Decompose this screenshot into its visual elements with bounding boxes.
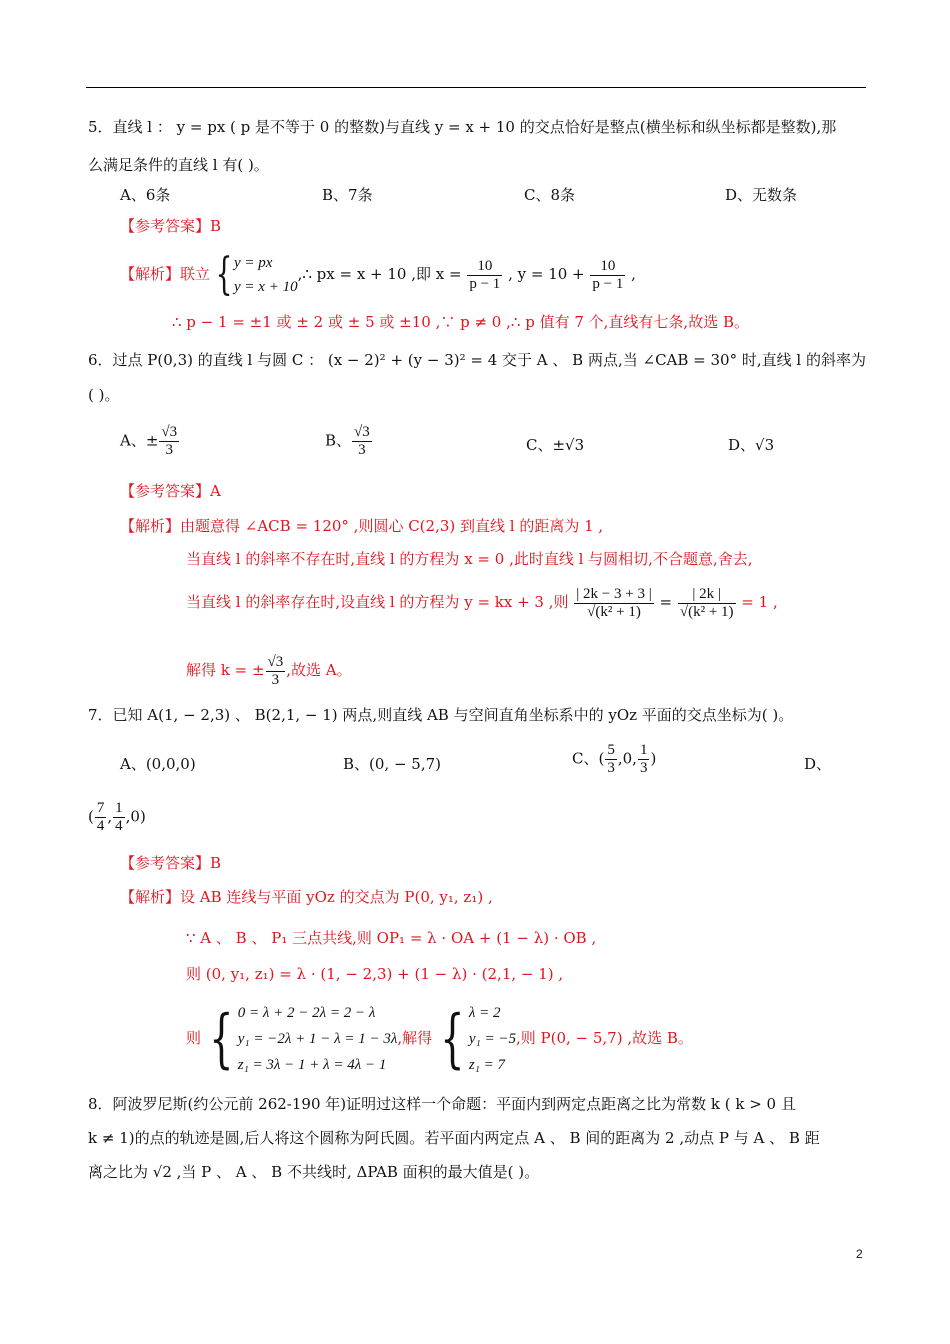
- q5-analysis-label: 【解析】联立: [120, 265, 211, 283]
- q5-system: y = px y = x + 10: [234, 255, 298, 295]
- q5-option-a: A、6条: [120, 186, 171, 204]
- q7-option-a: A、(0,0,0): [120, 755, 196, 773]
- q6-analysis-line4: 解得 k = ± $\frac{√3}{3}$ ,故选 A。: [186, 653, 352, 688]
- q8-stem-line1: 8．阿波罗尼斯(约公元前 262-190 年)证明过这样一个命题：平面内到两定点距离之比为常数 k ( k > 0 且: [88, 1095, 796, 1113]
- q7-system-1: 0 = λ + 2 − 2λ = 2 − λ y₁ = −2λ + 1 − λ = 1 − 3λ z₁ = 3λ − 1 + λ = 4λ − 1: [237, 1005, 398, 1073]
- q7-option-d: D、: [804, 755, 832, 773]
- q5-analysis-end: ,: [626, 265, 636, 283]
- q6-option-a: A、± $\frac{√3}{3}$: [120, 424, 178, 458]
- q5-analysis-mid: , y = 10 +: [503, 265, 590, 283]
- q8-stem-line3: 离之比为 √2 ,当 P 、 A 、 B 不共线时, ΔPAB 面积的最大值是( )。: [88, 1163, 540, 1181]
- q7-option-b: B、(0, − 5,7): [343, 755, 441, 773]
- q5-stem-line2: 么满足条件的直线 l 有( )。: [88, 156, 269, 174]
- q7-answer: 【参考答案】B: [120, 854, 222, 872]
- q8-stem-line2: k ≠ 1)的点的轨迹是圆,后人将这个圆称为阿氏圆。若平面内两定点 A 、 B 间的距离为 2 ,动点 P 与 A 、 B 距: [88, 1129, 820, 1147]
- q6-analysis-line2: 当直线 l 的斜率不存在时,直线 l 的方程为 x = 0 ,此时直线 l 与圆相切,不合题意,舍去,: [186, 550, 753, 568]
- q7-analysis-line4: 则 { 0 = λ + 2 − 2λ = 2 − λ y₁ = −2λ + 1 − λ = 1 − 3λ z₁ = 3λ − 1 + λ = 4λ − 1 ,解得 { λ = 2 y₁ = −5 z₁ = 7 ,则 P(0, − 5,7) ,故选 B。: [186, 1002, 693, 1076]
- q6-analysis-line1: 【解析】由题意得 ∠ACB = 120° ,则圆心 C(2,3) 到直线 l 的距离为 1 ,: [120, 517, 604, 535]
- q5-option-b: B、7条: [322, 186, 373, 204]
- q5-analysis-line1: [120, 248, 636, 300]
- q7-option-c: C、( $\frac{5}{3}$ ,0, $\frac{1}{3}$ ): [572, 742, 657, 776]
- q6-analysis-line3: 当直线 l 的斜率存在时,设直线 l 的方程为 y = kx + 3 ,则 $\frac{| 2k - 3 + 3 |}{\text{√(k² + 1)}}$ = $\frac{| 2k |}{\text{√(k² + 1)}}$ = 1 ,: [186, 585, 778, 620]
- q5-frac-x: $\frac{10}{p - 1}$: [469, 257, 501, 292]
- header-rule: [86, 87, 866, 88]
- system-brace: {: [215, 249, 233, 300]
- q5-analysis-line2: ∴ p − 1 = ±1 或 ± 2 或 ± 5 或 ±10 ,∵ p ≠ 0 ,∴ p 值有 7 个,直线有七条,故选 B。: [172, 313, 749, 331]
- q5-analysis-text: ,∴ px = x + 10 ,即 x =: [297, 265, 467, 283]
- q6-stem-line2: ( )。: [88, 386, 120, 404]
- q6-option-b: B、 $\frac{√3}{3}$: [325, 424, 370, 458]
- q5-answer: 【参考答案】B: [120, 217, 222, 235]
- q6-option-c: C、±√3: [526, 436, 585, 454]
- q7-stem: 7．已知 A(1, − 2,3) 、 B(2,1, − 1) 两点,则直线 AB 与空间直角坐标系中的 yOz 平面的交点坐标为( )。: [88, 706, 794, 724]
- page-number: 2: [856, 1247, 863, 1261]
- q6-answer: 【参考答案】A: [120, 482, 221, 500]
- q5-stem-line1: 5．直线 l ： y = px ( p 是不等于 0 的整数)与直线 y = x + 10 的交点恰好是整点(横坐标和纵坐标都是整数),那: [88, 118, 837, 136]
- q7-system-2: λ = 2 y₁ = −5 z₁ = 7: [468, 1005, 516, 1073]
- q6-option-d: D、√3: [728, 436, 775, 454]
- q5-frac-y: $\frac{10}{p - 1}$: [592, 257, 624, 292]
- q7-option-d-value: ( $\frac{7}{4}$ , $\frac{1}{4}$ ,0): [88, 800, 146, 834]
- q5-option-c: C、8条: [524, 186, 576, 204]
- q7-analysis-line3: 则 (0, y₁, z₁) = λ · (1, − 2,3) + (1 − λ) · (2,1, − 1) ,: [186, 965, 564, 983]
- q6-stem-line1: 6．过点 P(0,3) 的直线 l 与圆 C ： (x − 2)² + (y − 3)² = 4 交于 A 、 B 两点,当 ∠CAB = 30° 时,直线 l 的斜率为: [88, 351, 866, 369]
- q7-analysis-line1: 【解析】设 AB 连线与平面 yOz 的交点为 P(0, y₁, z₁) ,: [120, 888, 493, 906]
- q7-analysis-line2: ∵ A 、 B 、 P₁ 三点共线,则 OP₁ = λ · OA + (1 − λ) · OB ,: [186, 929, 597, 947]
- q5-option-d: D、无数条: [725, 186, 798, 204]
